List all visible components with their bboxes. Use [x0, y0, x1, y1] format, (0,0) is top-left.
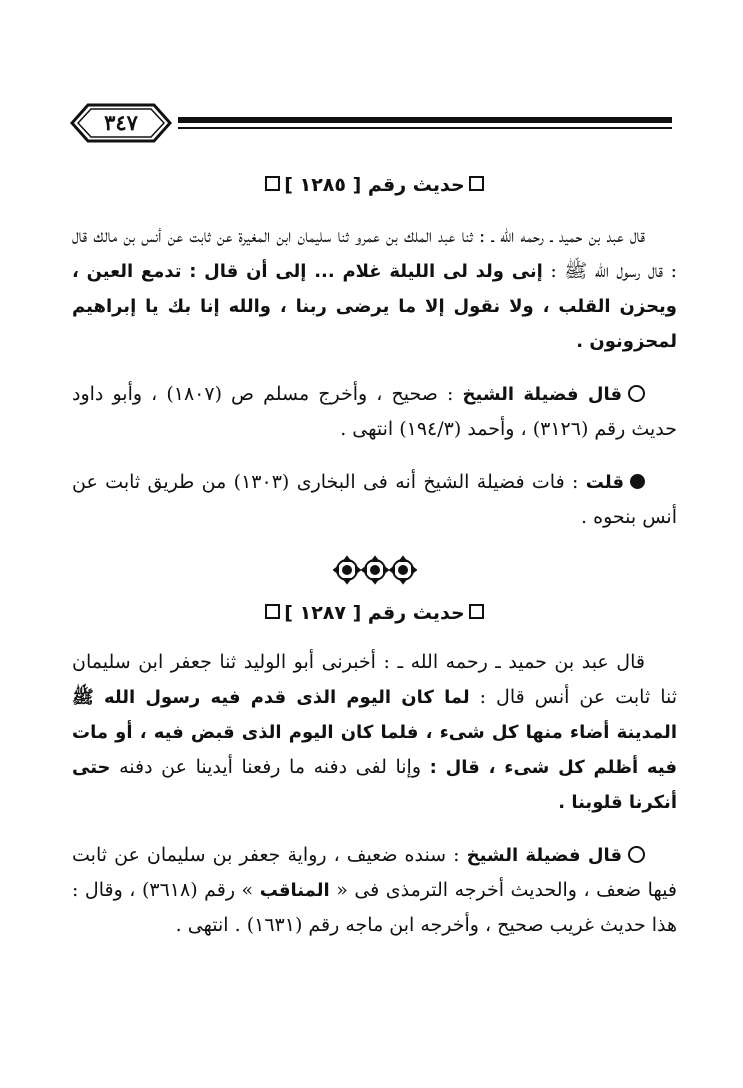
hadith-chain: قال عبد بن حميد ـ رحمه الله ـ : ثنا عبد الملك بن عمرو ثنا سليمان ابن المغيرة عن ثابت عن أنس بن مالك قال : قال رسول الله ﷺ : — [72, 225, 677, 282]
square-bullet-icon — [265, 176, 280, 191]
hadith-text-1285 — [72, 219, 677, 359]
header-rule-thick — [178, 117, 672, 123]
book-chapter-name: المناقب — [259, 880, 330, 901]
section-divider — [72, 553, 677, 593]
hadith-matn: إنى ولد لى الليلة غلام ... إلى أن قال : تدمع العين ، ويحزن القلب ، ولا نقول إلا ما يرضى ربنا ، والله إنا بك يا إبراهيم لمحزونون . — [72, 261, 677, 352]
hadith-heading-text: حديث رقم [ ١٢٨٥ ] — [284, 174, 465, 196]
hollow-circle-bullet-icon — [628, 846, 645, 863]
square-bullet-icon — [265, 604, 280, 619]
hadith-text-1287 — [72, 645, 677, 820]
hollow-circle-bullet-icon — [628, 385, 645, 402]
hadith-matn-plain: وإنا لفى دفنه ما رفعنا أيدينا عن دفنه — [119, 756, 422, 778]
note-label: قلت — [585, 472, 624, 493]
page-number: ٣٤٧ — [104, 110, 138, 135]
page-content — [72, 165, 677, 943]
header-rule-thin — [178, 127, 672, 129]
filled-circle-bullet-icon — [630, 474, 645, 489]
note-text: : فات فضيلة الشيخ أنه فى البخارى (١٣٠٣) من طريق ثابت عن أنس بنحوه . — [72, 471, 677, 528]
sheikh-comment-text-end: » رقم (٣٦١٨) ، وقال : هذا حديث غريب صحيح ، وأخرجه ابن ماجه رقم (١٦٣١) . انتهى . — [72, 879, 677, 936]
sheikh-label: قال فضيلة الشيخ — [466, 845, 622, 866]
sheikh-comment-1285 — [72, 377, 677, 447]
author-note-1285 — [72, 465, 677, 535]
sheikh-label: قال فضيلة الشيخ — [462, 384, 622, 405]
ornament-flowers-icon — [333, 553, 417, 587]
hadith-chain: قال عبد بن حميد ـ رحمه الله ـ : أخبرنى أبو الوليد ثنا جعفر ابن سليمان ثنا ثابت عن أنس قال : — [72, 651, 678, 708]
hadith-matn: لما كان اليوم الذى قدم فيه رسول الله ﷺ المدينة أضاء منها كل شىء ، فلما كان اليوم الذى قبض فيه ، أو مات فيه أظلم كل شىء ، قال : — [72, 687, 677, 778]
hadith-matn-end: حتى أنكرنا قلوبنا . — [72, 757, 677, 813]
square-bullet-icon — [469, 176, 484, 191]
page-header — [70, 100, 672, 148]
page-number-badge — [70, 103, 172, 143]
sheikh-comment-1287 — [72, 838, 677, 943]
hadith-heading-1285 — [72, 165, 677, 205]
sheikh-comment-text: : سنده ضعيف ، رواية جعفر بن سليمان عن ثابت فيها ضعف ، والحديث أخرجه الترمذى فى « — [72, 844, 677, 901]
hadith-heading-text: حديث رقم [ ١٢٨٧ ] — [284, 602, 465, 624]
square-bullet-icon — [469, 604, 484, 619]
hadith-heading-1287 — [72, 593, 677, 633]
sheikh-comment-text: : صحيح ، وأخرج مسلم ص (١٨٠٧) ، وأبو داود حديث رقم (٣١٢٦) ، وأحمد (١٩٤/٣) انتهى . — [72, 383, 677, 440]
